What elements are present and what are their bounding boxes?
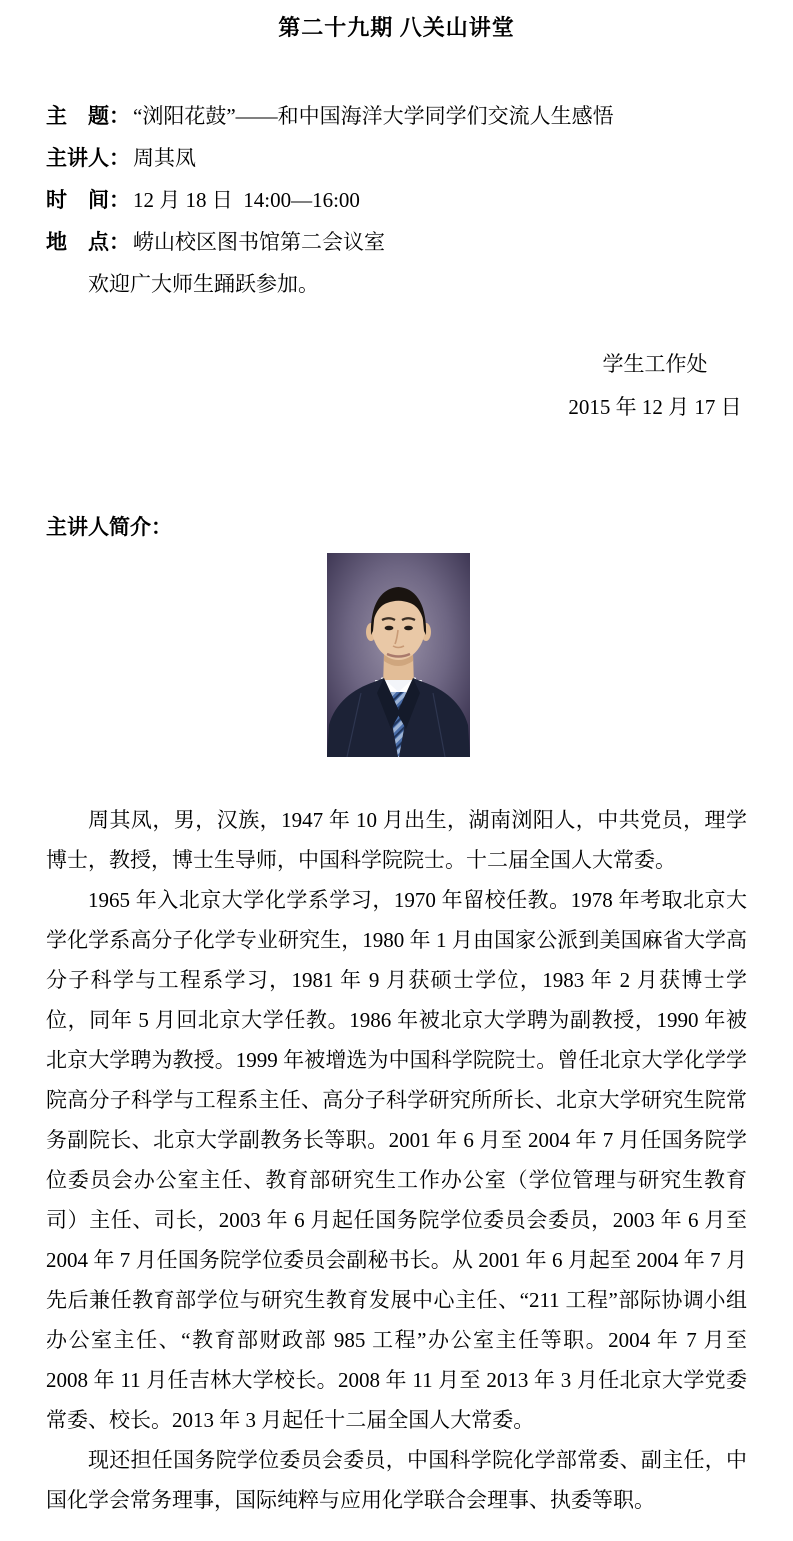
time-value: 12 月 18 日 14:00—16:00 (133, 188, 360, 212)
speaker-photo (327, 553, 470, 757)
topic-value: “浏阳花鼓”——和中国海洋大学同学们交流人生感悟 (133, 104, 614, 128)
meta-row-location (46, 226, 747, 254)
meta-row-topic (46, 100, 747, 128)
signature-department: 学生工作处 (602, 352, 708, 376)
profile-heading: 主讲人简介： (46, 515, 172, 539)
topic-label: 主 题： (46, 104, 130, 128)
speaker-bio (46, 800, 753, 1520)
bio-paragraph-2: 1965 年入北京大学化学系学习，1970 年留校任教。1978 年考取北京大学化学系高分子化学专业研究生，1980 年 1 月由国家公派到美国麻省大学高分子科学与工程系学习，1981 年 9 月获硕士学位，1983 年 2 月获博士学位，同年 5 月回北京大学任教。1986 年被北京大学聘为副教授，1990 年被北京大学聘为教授。1999 年被增选为中国科学院院士。曾任北京大学化学学院高分子科学与工程系主任、高分子科学研究所所长、北京大学研究生院常务副院长、北京大学副教务长等职。2001 年 6 月至 2004 年 7 月任国务院学位委员会办公室主任、教育部研究生工作办公室（学位管理与研究生教育司）主任、司长，2003 年 6 月起任国务院学位委员会委员，2003 年 6 月至 2004 年 7 月任国务院学位委员会副秘书长。从 2001 年 6 月起至 2004 年 7 月先后兼任教育部学位与研究生教育发展中心主任、“211 工程”部际协调小组办公室主任、“教育部财政部 985 工程”办公室主任等职。2004 年 7 月至 2008 年 11 月任吉林大学校长。2008 年 11 月至 2013 年 3 月任北京大学党委常委、校长。2013 年 3 月起任十二届全国人大常委。 (46, 888, 753, 1432)
page-title: 第二十九期 八关山讲堂 (278, 15, 515, 40)
speaker-label: 主讲人： (46, 146, 130, 170)
time-label: 时 间： (46, 188, 130, 212)
bio-paragraph-1: 周其凤，男，汉族，1947 年 10 月出生，湖南浏阳人，中共党员，理学博士，教授，博士生导师，中国科学院院士。十二届全国人大常委。 (46, 808, 747, 872)
meta-row-speaker (46, 142, 747, 170)
signature-block (567, 350, 743, 421)
meta-row-time (46, 184, 747, 212)
event-info (46, 100, 747, 296)
signature-date: 2015 年 12 月 17 日 (568, 395, 742, 419)
speaker-portrait-image (327, 553, 470, 757)
welcome-line: 欢迎广大师生踊跃参加。 (88, 272, 319, 296)
speaker-value: 周其凤 (133, 146, 196, 170)
location-label: 地 点： (46, 230, 130, 254)
location-value: 崂山校区图书馆第二会议室 (133, 230, 385, 254)
bio-paragraph-3: 现还担任国务院学位委员会委员，中国科学院化学部常委、副主任，中国化学会常务理事，国际纯粹与应用化学联合会理事、执委等职。 (46, 1448, 747, 1512)
